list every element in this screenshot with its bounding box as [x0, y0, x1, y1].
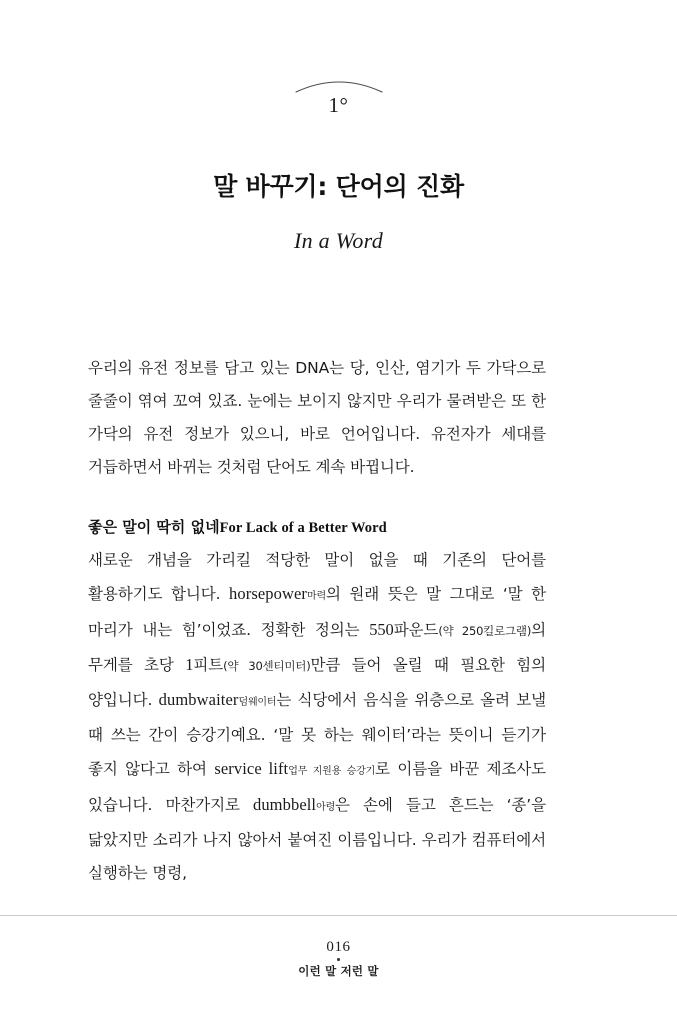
gloss-dumbwaiter: 덤웨이터: [238, 697, 277, 708]
term-service-lift: service lift: [214, 759, 289, 778]
text-segment: 파운드: [393, 621, 439, 639]
footer-divider: [0, 915, 677, 916]
text-segment: 피트: [193, 656, 224, 674]
number-550: 550: [369, 620, 394, 639]
paragraph-intro: 우리의 유전 정보를 담고 있는 DNA는 당, 인산, 염기가 두 가닥으로 줄줄이 엮여 꼬여 있죠. 눈에는 보이지 않지만 우리가 물려받은 또 한 가닥의 유전 정보가 있으니, 바로 언어입니다. 유전자가 세대를 거듭하면서 바뀌는 것처럼 단어도 계속 바뀝니다.: [88, 359, 546, 476]
gloss-horsepower: 마력: [307, 591, 326, 602]
running-title: 이런 말 저런 말: [298, 963, 379, 978]
paragraph-body: [88, 544, 546, 890]
chapter-subtitle: In a Word: [293, 228, 384, 253]
body-content: [88, 352, 546, 890]
text-segment: 새로운 개념을 가리킬 적당한 말이 없을 때 기존의 단어를 활용하기도 합니다.: [88, 551, 546, 603]
chapter-ornament: [0, 74, 677, 126]
chapter-number: 1°: [328, 93, 349, 117]
text-segment: 만큼 들어 올릴 때 필요한 힘의 양입니다.: [88, 656, 546, 709]
page-title: 말 바꾸기: 단어의 진화: [213, 171, 464, 201]
text-segment: 의 원래 뜻은 말 그대로 ‘말 한 마리가 내는 힘’이었죠. 정확한 정의는: [88, 585, 546, 639]
gloss-service-lift: 업무 지원용 승강기: [288, 766, 376, 777]
page-footer: [0, 938, 677, 979]
term-dumbbell: dumbbell: [252, 795, 317, 814]
text-segment: 의 무게를 초당: [88, 621, 546, 674]
subheading-english: For Lack of a Better Word: [219, 520, 387, 536]
term-horsepower: horsepower: [229, 584, 308, 603]
page-number: 016: [326, 939, 351, 955]
number-1: 1: [185, 655, 194, 674]
arc-ornament-icon: [294, 74, 384, 94]
text-segment: 로 이름을 바꾼 제조사도 있습니다. 마찬가지로: [88, 760, 547, 814]
footer-dot-icon: [337, 958, 340, 961]
term-dumbwaiter: dumbwaiter: [158, 690, 239, 709]
note-kilograms: (약 250킬로그램): [438, 624, 532, 638]
text-segment: 은 손에 들고 흔드는 ‘종’을 닮았지만 소리가 나지 않아서 붙여진 이름입니다. 우리가 컴퓨터에서 실행하는 명령,: [88, 796, 547, 882]
section-subheading: [88, 513, 546, 542]
gloss-dumbbell: 아령: [316, 802, 336, 813]
subheading-korean: 좋은 말이 딱히 없네: [88, 518, 220, 536]
note-centimeters: (약 30센티미터): [223, 659, 311, 673]
text-segment: 는 식당에서 음식을 위층으로 올려 보낼 때 쓰는 간이 승강기예요. ‘말 못 하는 웨이터’라는 뜻이니 듣기가 좋지 않다고 하여: [88, 691, 546, 778]
